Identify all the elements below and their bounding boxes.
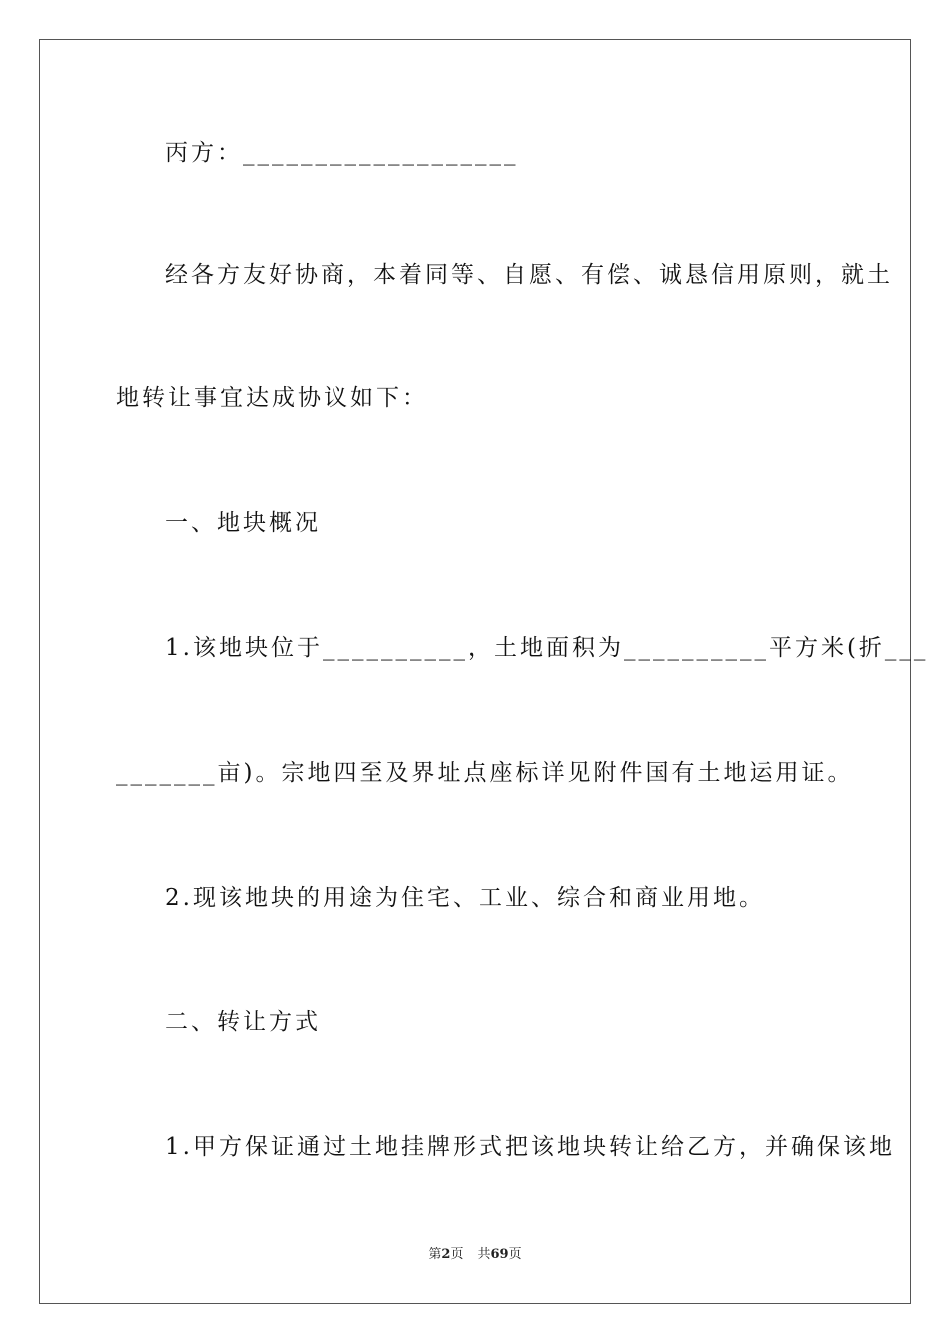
footer-page-number: 2 — [441, 1247, 451, 1262]
text-line-transfer-guarantee: 1.甲方保证通过土地挂牌形式把该地块转让给乙方，并确保该地 — [165, 1134, 895, 1160]
footer-total-suffix: 页 — [508, 1247, 522, 1262]
text-line-plot-location: 1.该地块位于__________，土地面积为__________平方米(折___ — [165, 635, 929, 661]
footer-page-prefix: 第 — [428, 1247, 442, 1262]
text-line-plot-boundaries: _______亩)。宗地四至及界址点座标详见附件国有土地运用证。 — [116, 760, 854, 786]
section-heading-plot-overview: 一、地块概况 — [165, 510, 321, 536]
text-line-party-c: 丙方：___________________ — [165, 140, 519, 166]
page-footer — [0, 1246, 950, 1264]
text-line-intro-cont: 地转让事宜达成协议如下： — [116, 385, 428, 411]
text-line-plot-use: 2.现该地块的用途为住宅、工业、综合和商业用地。 — [165, 885, 765, 911]
footer-page-suffix: 页 — [450, 1247, 464, 1262]
footer-total-prefix: 共 — [477, 1247, 491, 1262]
footer-total-number: 69 — [490, 1247, 509, 1262]
section-heading-transfer-method: 二、转让方式 — [165, 1009, 321, 1035]
page-border — [39, 39, 911, 1304]
text-line-intro: 经各方友好协商，本着同等、自愿、有偿、诚恳信用原则，就土 — [165, 262, 893, 288]
